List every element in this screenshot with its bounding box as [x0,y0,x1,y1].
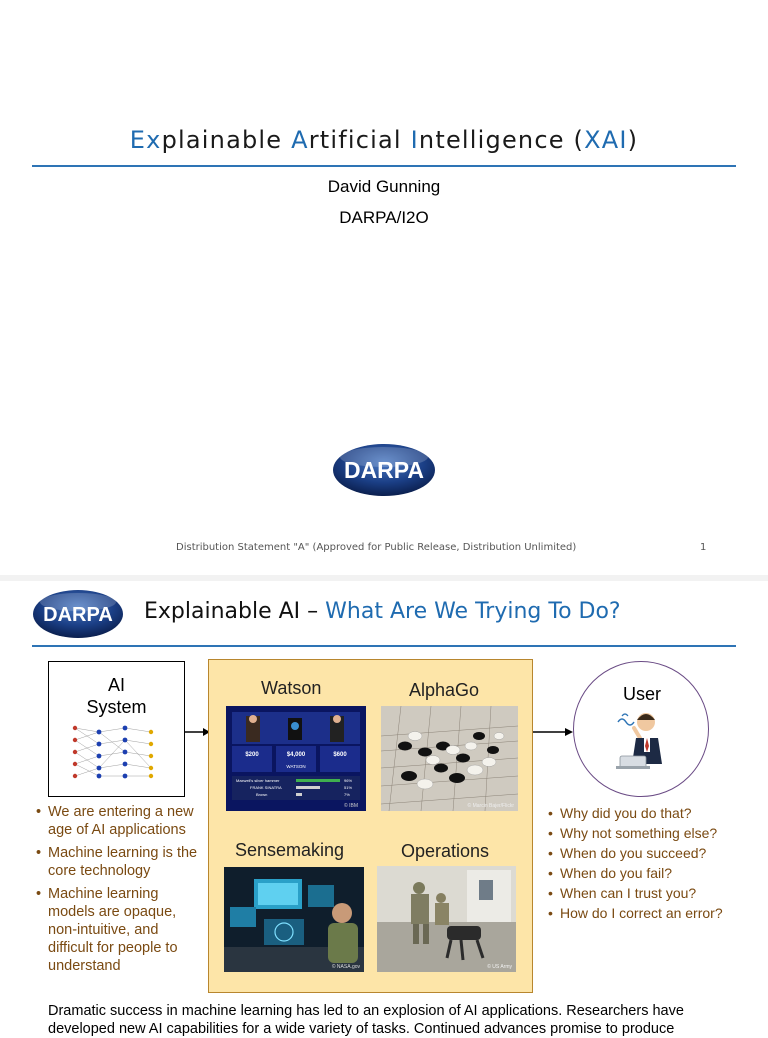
arrow-right-icon [185,727,210,737]
logo-text: DARPA [343,457,425,483]
distribution-statement: Distribution Statement "A" (Approved for Public Release, Distribution Unlimited) [176,542,577,553]
sensemaking-image [224,867,364,972]
ai-applications-panel [208,659,533,993]
list-item: • When do you succeed? [548,845,758,861]
alphago-image [381,706,518,811]
operations-image [377,866,516,972]
watson-answer: FRANK SINATRA [250,785,282,790]
neural-network-icon [63,722,173,784]
watson-pct: 51% [344,785,353,790]
app-label-operations: Operations [401,841,490,861]
title-divider [32,165,736,167]
ai-system-bullets [36,803,206,980]
list-item: • We are entering a new age of AI applications [36,803,206,839]
watson-podium: WATSON [286,764,306,769]
confused-user-icon [612,708,676,770]
image-credit: © NASA.gov [331,964,360,970]
app-label-alphago: AlphaGo [409,680,480,700]
list-item: • Machine learning is the core technology [36,844,206,880]
list-item: • Machine learning models are opaque, non-intuitive, and difficult for people to understand [36,885,206,975]
image-credit: © US Army [487,964,512,970]
ai-system-box [48,661,185,797]
watson-amount: $200 [245,752,259,758]
title-divider [32,645,736,647]
organization: DARPA/I2O [339,208,429,227]
logo-text: DARPA [43,604,113,626]
watson-pct: 7% [344,792,350,797]
app-label-watson: Watson [261,678,322,698]
image-credit: © IBM [344,803,358,809]
ai-system-label: AI System [86,675,147,717]
darpa-logo [32,589,124,639]
arrow-right-icon [533,727,573,737]
slide-title: Explainable AI – What Are We Trying To Do? [144,599,621,624]
list-item: • When can I trust you? [548,885,758,901]
image-credit: © Marcin Bajer/Flickr [467,803,514,809]
darpa-logo [332,443,436,497]
watson-amount: $4,000 [286,752,306,758]
body-paragraph: Dramatic success in machine learning has led to an explosion of AI applications. Researchers have developed new AI capabilities for a wide variety of tasks. Continued advances promise to produce [48,1003,684,1037]
user-circle [573,661,709,797]
list-item: • Why not something else? [548,825,758,841]
user-questions [548,805,758,925]
list-item: • Why did you do that? [548,805,758,821]
watson-answer: Maxwell's silver hammer [236,778,280,783]
watson-answer: Brown [256,792,268,797]
app-label-sensemaking: Sensemaking [235,840,345,860]
page-number: 1 [700,542,707,553]
list-item: • How do I correct an error? [548,905,758,921]
watson-image [226,706,366,811]
content-slide [0,581,768,1037]
user-label: User [622,684,661,704]
slide-title: Explainable Artificial Intelligence (XAI) [129,126,639,154]
watson-pct: 96% [344,778,353,783]
watson-amount: $600 [333,752,347,758]
author-name: David Gunning [327,177,441,196]
list-item: • When do you fail? [548,865,758,881]
